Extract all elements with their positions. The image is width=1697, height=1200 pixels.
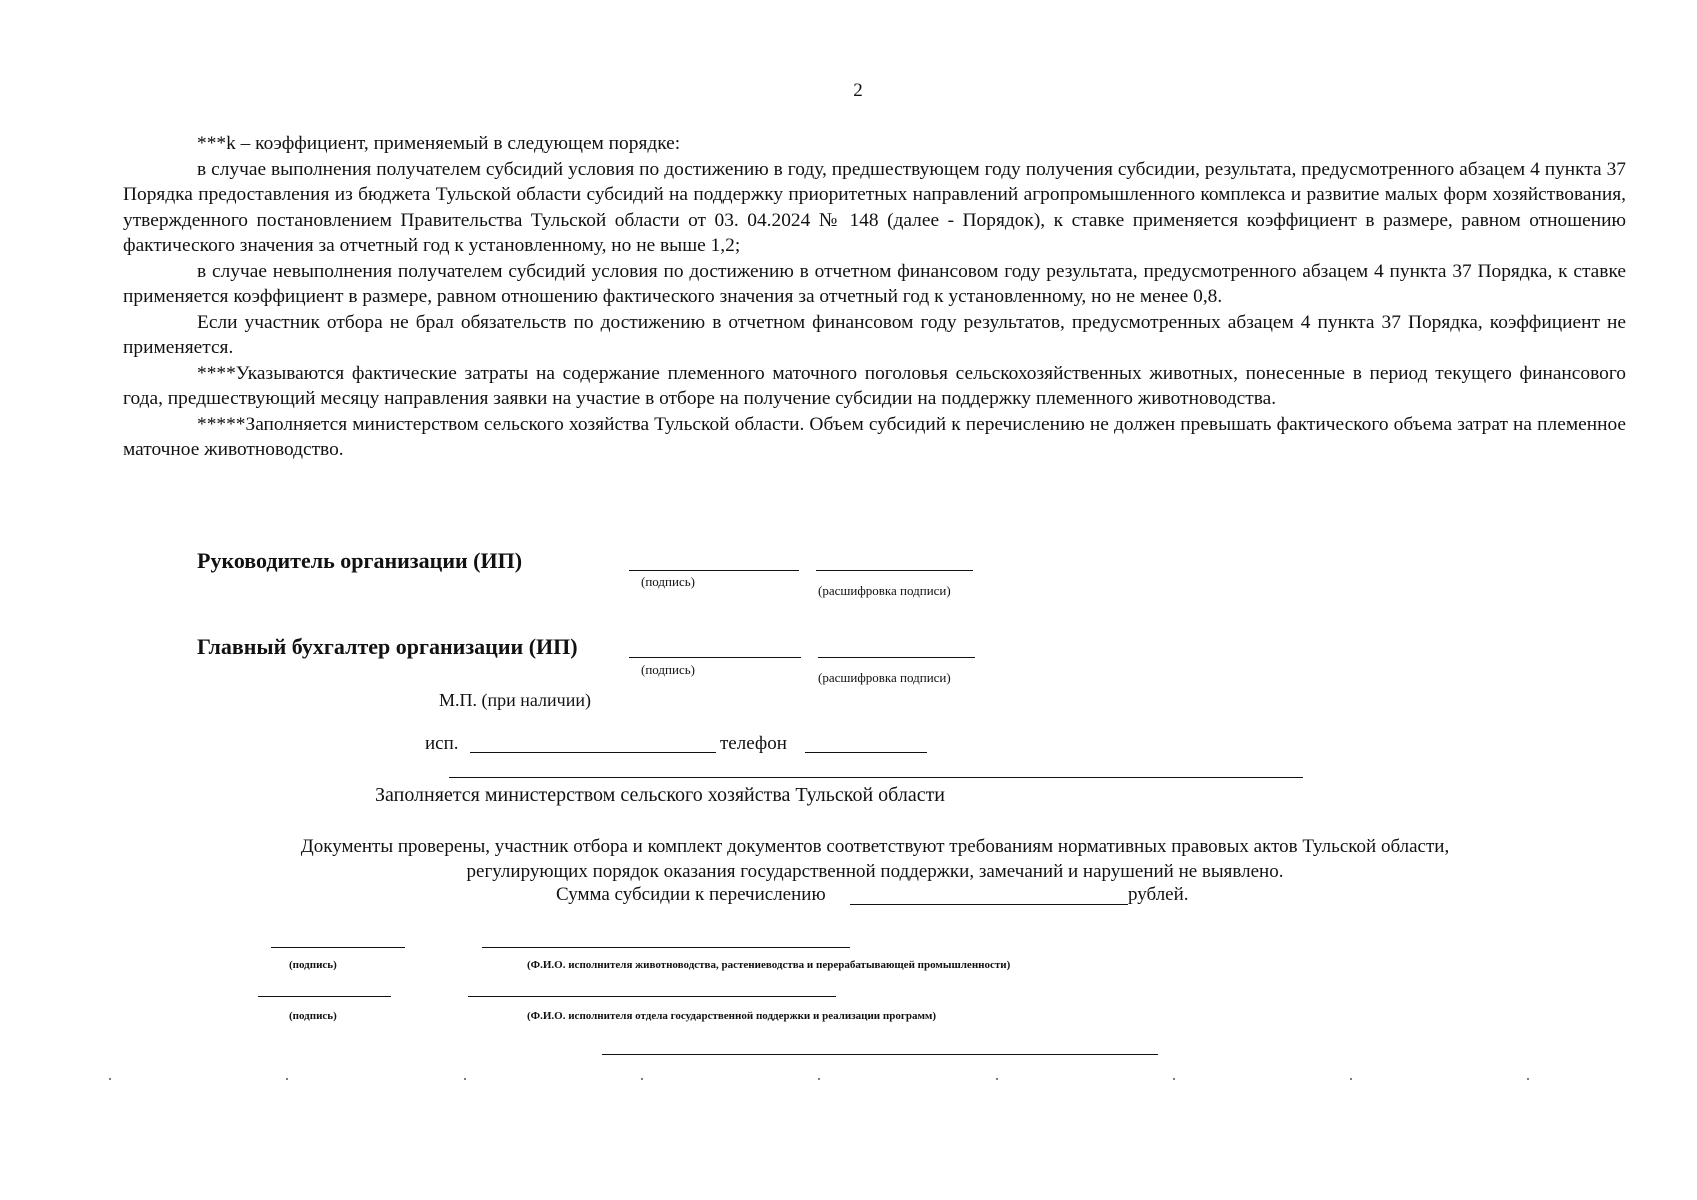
ministry-sign1-caption: (подпись) bbox=[289, 959, 337, 971]
footnote-k-case3: Если участник отбора не брал обязательств по достижению в отчетном финансовом году результатов, предусмотренных абзацем 4 пункта 37 Порядка, коэффициент не применяется. bbox=[123, 311, 1626, 358]
head-signature-line bbox=[629, 570, 799, 571]
executor-label: исп. bbox=[425, 733, 459, 754]
scan-dot bbox=[1527, 1078, 1529, 1080]
page-number: 2 bbox=[853, 80, 863, 101]
scan-dot bbox=[1173, 1078, 1175, 1080]
footnote-k-title: ***k – коэффициент, применяемый в следующем порядке: bbox=[197, 133, 681, 154]
ministry-sign1-line bbox=[271, 947, 405, 948]
stamp-note: М.П. (при наличии) bbox=[439, 690, 591, 710]
check-text bbox=[200, 834, 1550, 884]
scan-dot bbox=[818, 1078, 820, 1080]
scan-dot bbox=[109, 1078, 111, 1080]
accountant-signature-caption: (подпись) bbox=[641, 662, 695, 677]
check-line-1: Документы проверены, участник отбора и комплект документов соответствуют требованиям нормативных правовых актов Тульской области, bbox=[300, 836, 1450, 857]
ministry-header: Заполняется министерством сельского хозяйства Тульской области bbox=[374, 784, 946, 806]
ministry-fio2-line bbox=[468, 996, 836, 997]
footnotes-block bbox=[123, 131, 1626, 463]
sum-label: Сумма субсидии к перечислению bbox=[556, 884, 826, 905]
ministry-separator bbox=[449, 777, 1303, 778]
sum-line bbox=[850, 904, 1128, 905]
ministry-fio2-caption: (Ф.И.О. исполнителя отдела государственной поддержки и реализации программ) bbox=[527, 1010, 937, 1022]
scan-dot bbox=[286, 1078, 288, 1080]
footnote-k-case1: в случае выполнения получателем субсидий условия по достижению в году, предшествующем году получения субсидии, результата, предусмотренного абзацем 4 пункта 37 Порядка предоставления из бюджета Тульской области субсидий на поддержку приоритетных направлений агропромышленного комплекса и развитие малых форм хозяйствования, утвержденного постановлением Правительства Тульской области от 03. 04.2024 № 148 (далее - Порядок), к ставке применяется коэффициент в размере, равном отношению фактического значения за отчетный год к установленному, но не выше 1,2; bbox=[123, 158, 1626, 256]
sum-unit: рублей. bbox=[1128, 884, 1189, 905]
ministry-sign2-line bbox=[258, 996, 391, 997]
accountant-decoding-caption: (расшифровка подписи) bbox=[818, 670, 951, 685]
check-line-2: регулирующих порядок оказания государственной поддержки, замечаний и нарушений не выявлено. bbox=[466, 861, 1284, 882]
phone-line bbox=[805, 752, 927, 753]
accountant-decoding-line bbox=[818, 657, 975, 658]
head-label: Руководитель организации (ИП) bbox=[197, 548, 523, 573]
ministry-sign2-caption: (подпись) bbox=[289, 1010, 337, 1022]
scan-dot bbox=[1350, 1078, 1352, 1080]
footnote-5: *****Заполняется министерством сельского хозяйства Тульской области. Объем субсидий к перечислению не должен превышать фактического объема затрат на племенное маточное животноводство. bbox=[123, 413, 1626, 460]
head-signature-caption: (подпись) bbox=[641, 574, 695, 589]
ministry-fio1-caption: (Ф.И.О. исполнителя животноводства, растениеводства и перерабатывающей промышленности) bbox=[527, 959, 1011, 971]
bottom-separator bbox=[602, 1054, 1158, 1055]
footnote-4: ****Указываются фактические затраты на содержание племенного маточного поголовья сельскохозяйственных животных, понесенные в период текущего финансового года, предшествующий месяцу направления заявки на участие в отборе на получение субсидии на поддержку племенного животноводства. bbox=[123, 362, 1626, 409]
footnote-k-case2: в случае невыполнения получателем субсидий условия по достижению в отчетном финансовом году результата, предусмотренного абзацем 4 пункта 37 Порядка, к ставке применяется коэффициент в размере, равном отношению фактического значения за отчетный год к установленному, но не менее 0,8. bbox=[123, 260, 1626, 307]
phone-label: телефон bbox=[720, 733, 787, 754]
accountant-signature-line bbox=[629, 657, 801, 658]
accountant-label: Главный бухгалтер организации (ИП) bbox=[197, 634, 578, 659]
scan-dot bbox=[464, 1078, 466, 1080]
executor-line bbox=[470, 752, 716, 753]
head-decoding-line bbox=[816, 570, 973, 571]
ministry-fio1-line bbox=[482, 947, 850, 948]
scan-dot bbox=[996, 1078, 998, 1080]
scan-dot bbox=[641, 1078, 643, 1080]
head-decoding-caption: (расшифровка подписи) bbox=[818, 583, 951, 598]
